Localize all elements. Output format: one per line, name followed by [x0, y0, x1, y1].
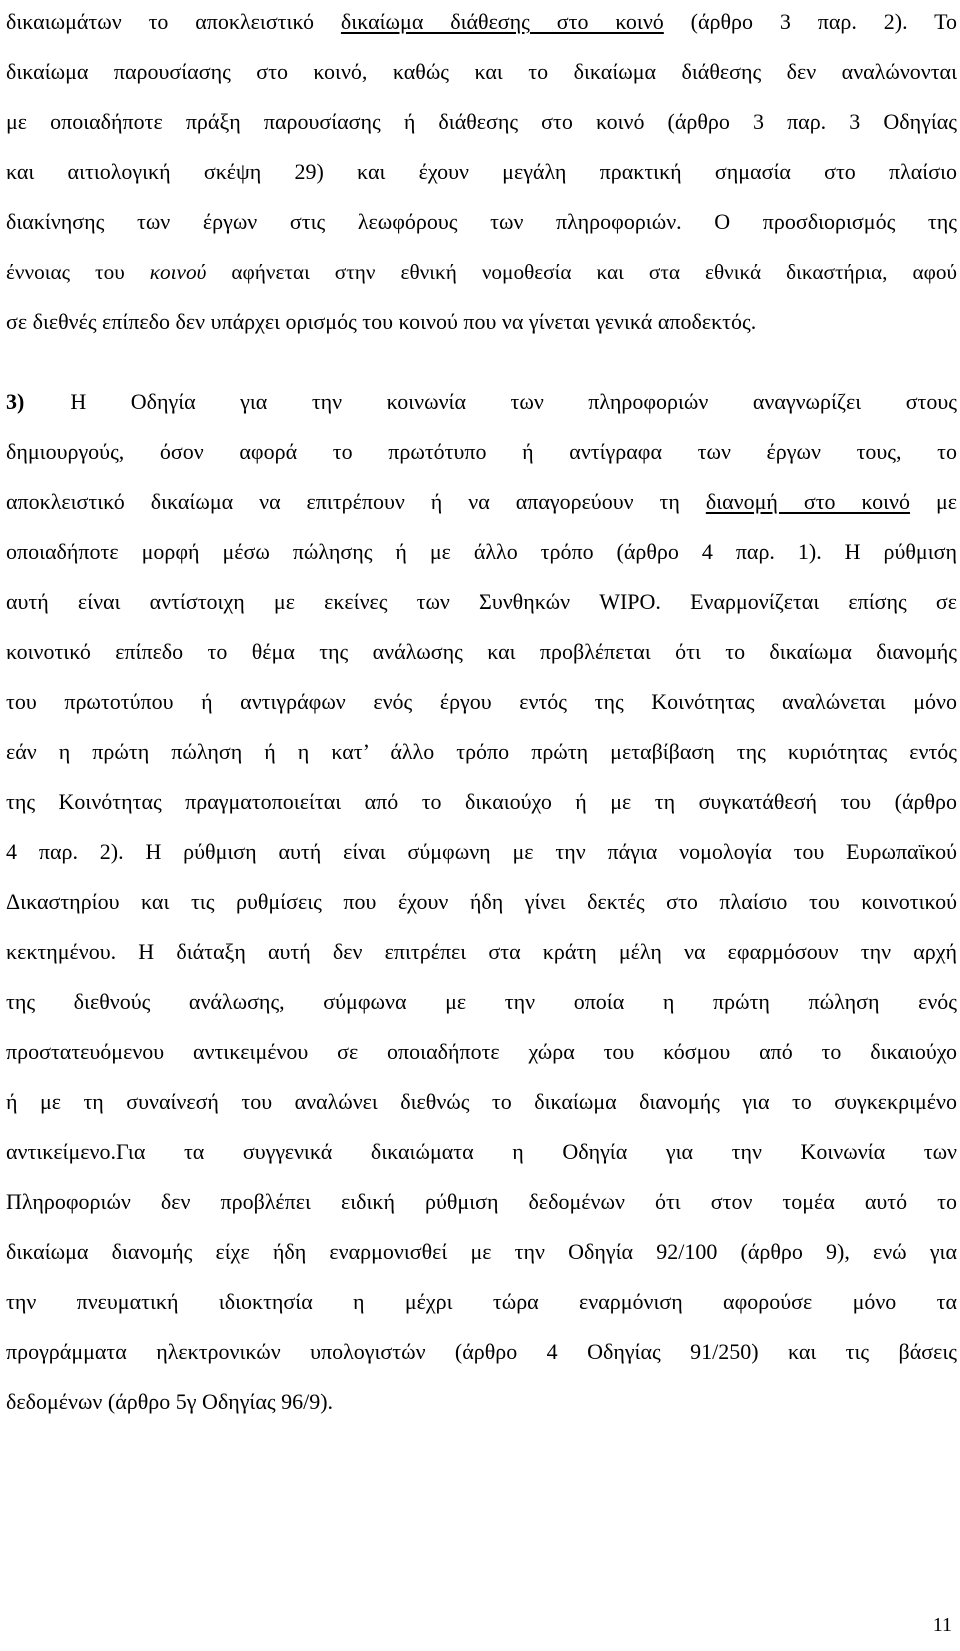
- text-segment: (άρθρο 3 παρ. 2). Το: [663, 9, 957, 34]
- text-line: εάν η πρώτη πώληση ή η κατ’ άλλο τρόπο πρώτη μεταβίβαση της κυριότητας εντός: [6, 739, 957, 764]
- text-line: δεδομένων (άρθρο 5γ Οδηγίας 96/9).: [6, 1389, 334, 1414]
- text-line: σε διεθνές επίπεδο δεν υπάρχει ορισμός του κοινού που να γίνεται γενικά αποδεκτός.: [6, 309, 757, 334]
- text-line: αντικείμενο.Για τα συγγενικά δικαιώματα η Οδηγία για την Κοινωνία των: [6, 1139, 957, 1164]
- underlined-term: διανομή στο κοινό: [705, 489, 910, 514]
- paragraph-number: 3): [6, 389, 25, 414]
- text-line: κεκτημένου. Η διάταξη αυτή δεν επιτρέπει στα κράτη μέλη να εφαρμόσουν την αρχή: [6, 939, 957, 964]
- text-line: [6, 482, 957, 522]
- text-line: δικαίωμα διανομής είχε ήδη εναρμονισθεί με την Οδηγία 92/100 (άρθρο 9), ενώ για: [6, 1239, 957, 1264]
- text-line: κοινοτικό επίπεδο το θέμα της ανάλωσης και προβλέπεται ότι το δικαίωμα διανομής: [6, 639, 957, 664]
- text-line: της Κοινότητας πραγματοποιείται από το δικαιούχο ή με τη συγκατάθεσή του (άρθρο: [6, 789, 957, 814]
- text-segment: Η Οδηγία για την κοινωνία των πληροφοριών αναγνωρίζει στους: [70, 389, 957, 414]
- text-line: Δικαστηρίου και τις ρυθμίσεις που έχουν ήδη γίνει δεκτές στο πλαίσιο του κοινοτικού: [6, 889, 957, 914]
- text-line: του πρωτοτύπου ή αντιγράφων ενός έργου εντός της Κοινότητας αναλώνεται μόνο: [6, 689, 957, 714]
- text-line: της διεθνούς ανάλωσης, σύμφωνα με την οποία η πρώτη πώληση ενός: [6, 989, 957, 1014]
- text-segment: με: [910, 489, 957, 514]
- text-line: διακίνησης των έργων στις λεωφόρους των πληροφοριών. Ο προσδιορισμός της: [6, 209, 957, 234]
- text-segment: αφήνεται στην εθνική νομοθεσία και στα εθνικά δικαστήρια, αφού: [206, 260, 957, 284]
- text-line: δημιουργούς, όσον αφορά το πρωτότυπο ή αντίγραφα των έργων τους, το: [6, 439, 957, 464]
- text-segment: δικαιωμάτων το αποκλειστικό: [6, 9, 341, 34]
- italic-term: κοινού: [149, 260, 207, 284]
- text-line: με οποιαδήποτε πράξη παρουσίασης ή διάθεσης στο κοινό (άρθρο 3 παρ. 3 Οδηγίας: [6, 109, 957, 134]
- underlined-term: δικαίωμα διάθεσης στο κοινό: [340, 9, 664, 34]
- text-segment: έννοιας του: [6, 260, 150, 284]
- text-line: προστατευόμενου αντικειμένου σε οποιαδήποτε χώρα του κόσμου από το δικαιούχο: [6, 1039, 957, 1064]
- text-line: δικαίωμα παρουσίασης στο κοινό, καθώς και το δικαίωμα διάθεσης δεν αναλώνονται: [6, 59, 957, 84]
- text-line: αυτή είναι αντίστοιχη με εκείνες των Συνθηκών WIPO. Εναρμονίζεται επίσης σε: [6, 589, 957, 614]
- text-segment: αποκλειστικό δικαίωμα να επιτρέπουν ή να απαγορεύουν τη: [6, 489, 706, 514]
- text-line: [6, 2, 957, 42]
- text-line: 4 παρ. 2). Η ρύθμιση αυτή είναι σύμφωνη με την πάγια νομολογία του Ευρωπαϊκού: [6, 839, 957, 864]
- text-line: [6, 382, 957, 422]
- text-line: Πληροφοριών δεν προβλέπει ειδική ρύθμιση δεδομένων ότι στον τομέα αυτό το: [6, 1189, 957, 1214]
- text-line: και αιτιολογική σκέψη 29) και έχουν μεγάλη πρακτική σημασία στο πλαίσιο: [6, 159, 957, 184]
- text-line: προγράμματα ηλεκτρονικών υπολογιστών (άρθρο 4 Οδηγίας 91/250) και τις βάσεις: [6, 1339, 957, 1364]
- text-line: οποιαδήποτε μορφή μέσω πώλησης ή με άλλο τρόπο (άρθρο 4 παρ. 1). Η ρύθμιση: [6, 539, 957, 564]
- text-line: ή με τη συναίνεσή του αναλώνει διεθνώς το δικαίωμα διανομής για το συγκεκριμένο: [6, 1089, 957, 1114]
- text-line: [6, 252, 957, 292]
- page-number: 11: [932, 1614, 952, 1636]
- text-line: την πνευματική ιδιοκτησία η μέχρι τώρα εναρμόνιση αφορούσε μόνο τα: [6, 1289, 957, 1314]
